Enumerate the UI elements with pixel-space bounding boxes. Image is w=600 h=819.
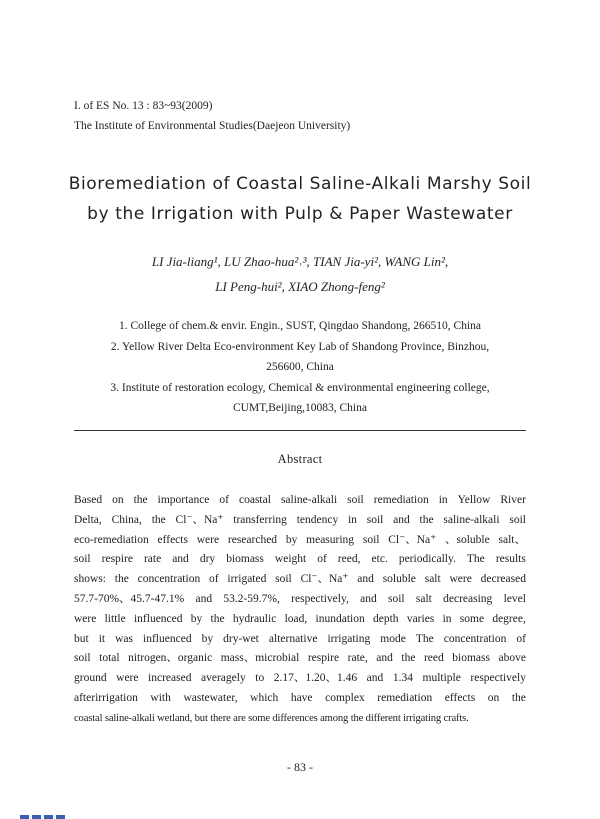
scan-edge-mark: [20, 815, 66, 819]
affiliations: [70, 316, 530, 419]
abstract-word: the: [401, 652, 416, 665]
abstract-word: soil: [509, 513, 526, 526]
abstract-word: River: [500, 494, 526, 506]
abstract-word: were: [74, 612, 97, 625]
abstract-word: the: [151, 513, 166, 526]
abstract-word: of: [516, 632, 526, 645]
abstract-word: the: [419, 513, 434, 526]
abstract-word: influenced: [133, 612, 183, 625]
abstract-word: it: [98, 632, 106, 645]
abstract-word: of: [317, 553, 327, 566]
abstract-word: of: [209, 573, 219, 586]
abstract-word: were: [449, 573, 472, 586]
affiliation-line-5: CUMT,Beijing,10083, China: [233, 402, 367, 414]
abstract-word: Delta,: [74, 513, 102, 526]
abstract-word: by: [201, 632, 214, 645]
abstract-word: effects: [157, 533, 188, 546]
abstract-word: was: [115, 632, 134, 645]
abstract-word: which: [250, 691, 279, 704]
abstract-word: soil: [387, 592, 405, 605]
abstract-word: ground: [74, 672, 107, 685]
journal-institute: The Institute of Environmental Studies(Daejeon University): [74, 120, 351, 132]
abstract-line: [74, 550, 526, 570]
abstract-word: and: [393, 513, 410, 526]
abstract-word: soil: [362, 533, 380, 546]
abstract-word: rate,: [347, 652, 368, 665]
abstract-word: reed,: [337, 553, 361, 566]
abstract-word: have: [290, 691, 313, 704]
abstract-word: shows:: [74, 573, 106, 586]
abstract-line: [74, 610, 526, 630]
abstract-word: remediation: [377, 691, 433, 704]
abstract-word: on: [112, 494, 124, 506]
abstract-word: with: [150, 691, 171, 704]
abstract-word: wastewater,: [183, 691, 238, 704]
abstract-word: dry-wet: [223, 632, 259, 645]
abstract-word: etc.: [371, 553, 388, 566]
title-line-2: by the Irrigation with Pulp & Paper Wastewater: [87, 204, 513, 224]
abstract-word: salt: [415, 592, 432, 605]
paper-title: [40, 169, 560, 229]
abstract-word: decreased: [480, 573, 526, 586]
journal-header: [74, 96, 350, 136]
affiliation-line-1: 1. College of chem.& envir. Engin., SUST, Qingdao Shandong, 266510, China: [118, 320, 481, 332]
abstract-word: soil: [366, 513, 384, 526]
abstract-line: [74, 649, 526, 669]
abstract-word: importance: [157, 494, 210, 506]
abstract-word: 1.34: [392, 672, 413, 685]
abstract-word: hydraulic: [232, 612, 277, 625]
abstract-word: weight: [274, 553, 307, 566]
abstract-word: periodically.: [398, 553, 456, 566]
abstract-word: in: [438, 494, 448, 506]
abstract-word: saline-alkali: [280, 494, 338, 506]
abstract-word: biomass: [226, 553, 264, 566]
abstract-word: effects: [444, 691, 476, 704]
abstract-word: inundation: [315, 612, 365, 625]
abstract-word: the: [511, 691, 526, 704]
abstract-word: afterirrigation: [74, 691, 138, 704]
abstract-word: respire: [307, 652, 340, 665]
abstract-word: researched: [227, 533, 278, 546]
abstract-word: soil: [74, 652, 91, 665]
abstract-word: and: [195, 592, 213, 605]
abstract-word: mass、microbial: [220, 652, 300, 665]
abstract-word: tendency: [296, 513, 339, 526]
abstract-word: multiple: [422, 672, 461, 685]
abstract-word: Cl⁻、Na⁺: [388, 533, 437, 546]
abstract-body: [74, 491, 526, 729]
abstract-line: [74, 491, 526, 511]
abstract-word: and: [366, 672, 384, 685]
abstract-word: in: [442, 612, 452, 625]
page-number: - 83 -: [287, 760, 313, 774]
abstract-word: total: [99, 652, 120, 665]
abstract-word: varies: [406, 612, 435, 625]
abstract-word: by: [190, 612, 203, 625]
abstract-line: [74, 689, 526, 709]
abstract-word: increased: [148, 672, 192, 685]
authors-line-2: LI Peng-hui², XIAO Zhong-feng²: [215, 279, 385, 294]
abstract-word: decreasing: [443, 592, 493, 605]
abstract-word: salt、: [498, 533, 526, 546]
abstract-word: nitrogen、organic: [128, 652, 213, 665]
abstract-word: mode: [380, 632, 406, 645]
abstract-word: Based: [74, 494, 103, 506]
affiliation-line-3: 256600, China: [266, 361, 334, 373]
abstract-word: China,: [111, 513, 142, 526]
abstract-word: the: [114, 573, 129, 586]
abstract-word: irrigated: [227, 573, 267, 586]
abstract-word: Yellow: [457, 494, 491, 506]
abstract-word: 、soluble: [444, 533, 490, 546]
abstract-word: degree,: [492, 612, 526, 625]
abstract-line: [74, 630, 526, 650]
abstract-word: soluble: [382, 573, 416, 586]
abstract-word: influenced: [143, 632, 192, 645]
abstract-word: and: [376, 652, 393, 665]
abstract-word: transferring: [233, 513, 287, 526]
abstract-word: to: [255, 672, 265, 685]
abstract-word: biomass: [452, 652, 490, 665]
abstract-line: [74, 511, 526, 531]
authors-line-1: LI Jia-liang¹, LU Zhao-hua²˒³, TIAN Jia-yi², WANG Lin²,: [151, 254, 449, 269]
abstract-word: saline-alkali: [443, 513, 500, 526]
abstract-line: [74, 590, 526, 610]
abstract-line: [74, 669, 526, 689]
abstract-word: by: [285, 533, 298, 546]
abstract-word: depth: [373, 612, 399, 625]
abstract-word: and: [360, 592, 377, 605]
abstract-word: 57.7-70%、45.7-47.1%: [74, 592, 185, 605]
abstract-word: the: [133, 494, 148, 506]
abstract-line: coastal saline-alkali wetland, but there are some differences among the different irrigating crafts.: [74, 712, 469, 724]
abstract-word: in: [347, 513, 357, 526]
abstract-word: concentration: [443, 632, 507, 645]
abstract-word: rate: [143, 553, 162, 566]
abstract-word: the: [210, 612, 225, 625]
affiliation-line-4: 3. Institute of restoration ecology, Chemical & environmental engineering college,: [110, 381, 490, 394]
abstract-word: results: [495, 553, 526, 566]
abstract-word: remediation: [373, 494, 429, 506]
abstract-word: Cl⁻、Na⁺: [300, 573, 349, 586]
abstract-word: soil: [275, 573, 292, 586]
abstract-word: some: [459, 612, 485, 625]
abstract-word: concentration: [137, 573, 201, 586]
journal-citation: I. of ES No. 13 : 83~93(2009): [74, 100, 213, 112]
abstract-word: The: [466, 553, 485, 566]
abstract-word: respectively: [470, 672, 526, 685]
abstract-word: level: [503, 592, 526, 605]
section-divider: [74, 430, 526, 431]
abstract-word: soil: [74, 553, 91, 566]
abstract-word: little: [104, 612, 126, 625]
abstract-word: and: [357, 573, 374, 586]
affiliation-line-2: 2. Yellow River Delta Eco-environment Key Lab of Shandong Province, Binzhou,: [110, 340, 490, 353]
abstract-word: alternative: [268, 632, 318, 645]
abstract-word: complex: [325, 691, 365, 704]
abstract-word: measuring: [306, 533, 355, 546]
abstract-line: [74, 570, 526, 590]
abstract-word: soil: [347, 494, 364, 506]
abstract-word: 53.2-59.7%,: [223, 592, 280, 605]
abstract-word: Cl⁻、Na⁺: [175, 513, 224, 526]
abstract-word: 2.17、1.20、1.46: [273, 672, 358, 685]
abstract-word: but: [74, 632, 89, 645]
abstract-line: [74, 531, 526, 551]
abstract-word: dry: [199, 553, 216, 566]
abstract-word: The: [415, 632, 434, 645]
abstract-word: load,: [284, 612, 308, 625]
abstract-word: averagely: [201, 672, 246, 685]
abstract-word: coastal: [239, 494, 271, 506]
abstract-word: salt: [424, 573, 441, 586]
title-line-1: Bioremediation of Coastal Saline-Alkali Marshy Soil: [68, 174, 532, 194]
abstract-heading: Abstract: [277, 452, 323, 466]
abstract-word: irrigating: [327, 632, 371, 645]
abstract-word: of: [219, 494, 229, 506]
abstract-word: and: [172, 553, 189, 566]
abstract-word: eco-remediation: [74, 533, 149, 546]
abstract-word: were: [116, 672, 139, 685]
abstract-word: reed: [423, 652, 444, 665]
abstract-word: on: [487, 691, 500, 704]
abstract-word: respire: [101, 553, 133, 566]
author-list: [40, 249, 560, 299]
abstract-word: were: [196, 533, 220, 546]
abstract-word: above: [498, 652, 526, 665]
abstract-word: respectively,: [291, 592, 349, 605]
